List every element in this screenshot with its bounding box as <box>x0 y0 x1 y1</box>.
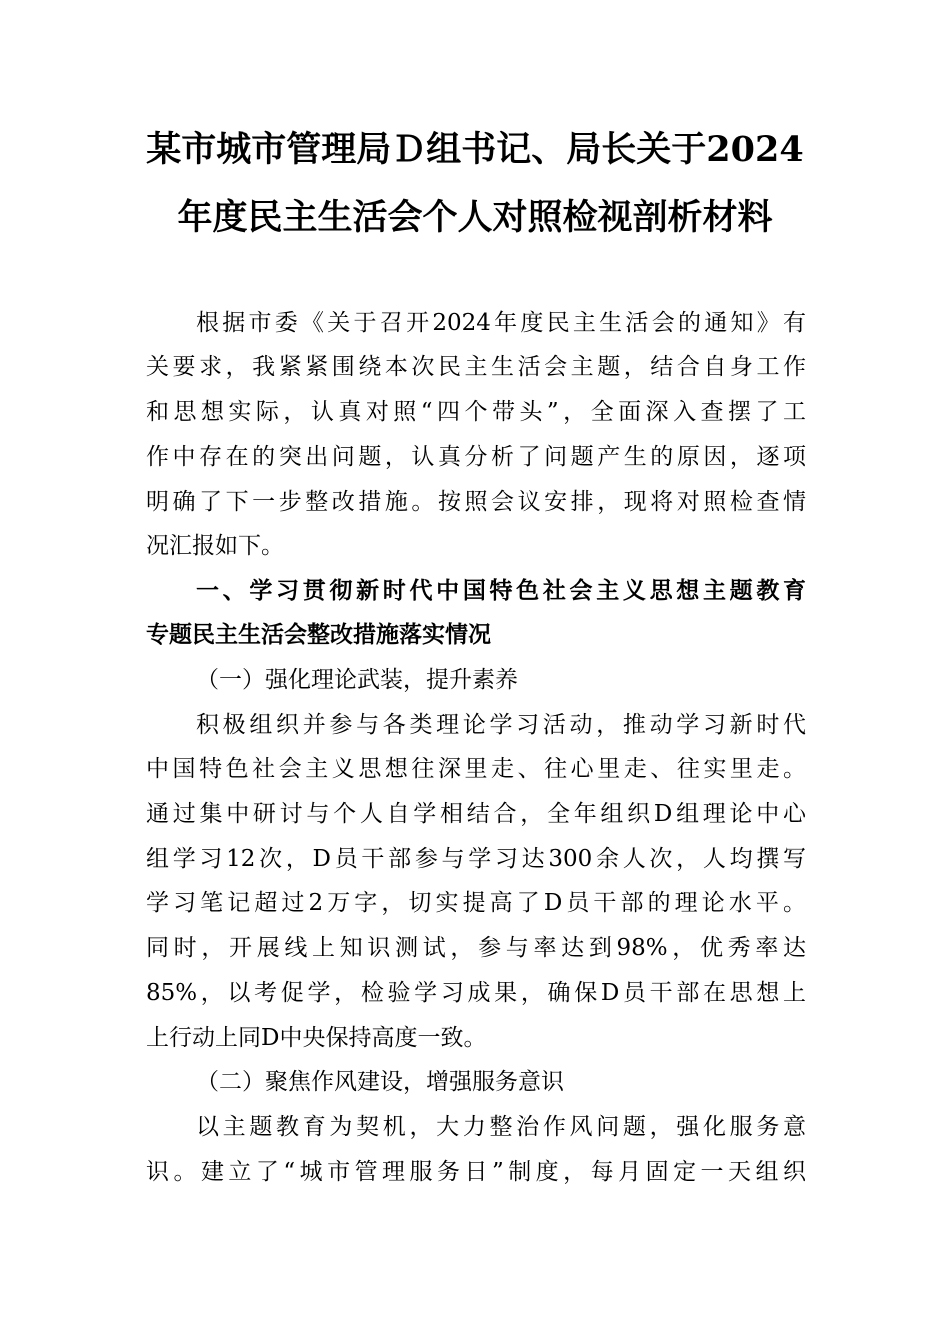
subsection-1-paragraph-line: 组学习12次，D员干部参与学习达300余人次，人均撰写 <box>146 846 806 872</box>
subsection-1-paragraph-line: 上行动上同D中央保持高度一致。 <box>146 1025 487 1051</box>
document-title-line-2: 年度民主生活会个人对照检视剖析材料 <box>177 197 773 238</box>
subsection-2-paragraph-line: 识。建立了“城市管理服务日”制度，每月固定一天组织 <box>146 1159 806 1185</box>
intro-paragraph-line: 根据市委《关于召开2024年度民主生活会的通知》有 <box>196 310 806 336</box>
section-1-heading-line: 一、学习贯彻新时代中国特色社会主义思想主题教育 <box>196 578 806 604</box>
subsection-1-paragraph-line: 同时，开展线上知识测试，参与率达到98%，优秀率达 <box>146 935 806 961</box>
section-1-heading-line: 专题民主生活会整改措施落实情况 <box>146 622 491 648</box>
document-title-line-1: 某市城市管理局Ｄ组书记、局长关于2024 <box>146 129 804 170</box>
intro-paragraph-line: 况汇报如下。 <box>146 533 284 559</box>
subsection-2-paragraph-line: 以主题教育为契机，大力整治作风问题，强化服务意 <box>196 1114 806 1140</box>
subsection-2-heading: （二）聚焦作风建设，增强服务意识 <box>196 1069 564 1095</box>
intro-paragraph-line: 和思想实际，认真对照“四个带头”，全面深入查摆了工 <box>146 399 806 425</box>
subsection-1-heading: （一）强化理论武装，提升素养 <box>196 667 518 693</box>
subsection-1-paragraph-line: 学习笔记超过2万字，切实提高了D员干部的理论水平。 <box>146 890 806 916</box>
subsection-1-paragraph-line: 85%，以考促学，检验学习成果，确保D员干部在思想上 <box>146 980 806 1006</box>
intro-paragraph-line: 明确了下一步整改措施。按照会议安排，现将对照检查情 <box>146 489 806 515</box>
subsection-1-paragraph-line: 通过集中研讨与个人自学相结合，全年组织D组理论中心 <box>146 801 806 827</box>
subsection-1-paragraph-line: 积极组织并参与各类理论学习活动，推动学习新时代 <box>196 712 806 738</box>
subsection-1-paragraph-line: 中国特色社会主义思想往深里走、往心里走、往实里走。 <box>146 756 806 782</box>
intro-paragraph-line: 作中存在的突出问题，认真分析了问题产生的原因，逐项 <box>146 444 806 470</box>
intro-paragraph-line: 关要求，我紧紧围绕本次民主生活会主题，结合自身工作 <box>146 354 806 380</box>
